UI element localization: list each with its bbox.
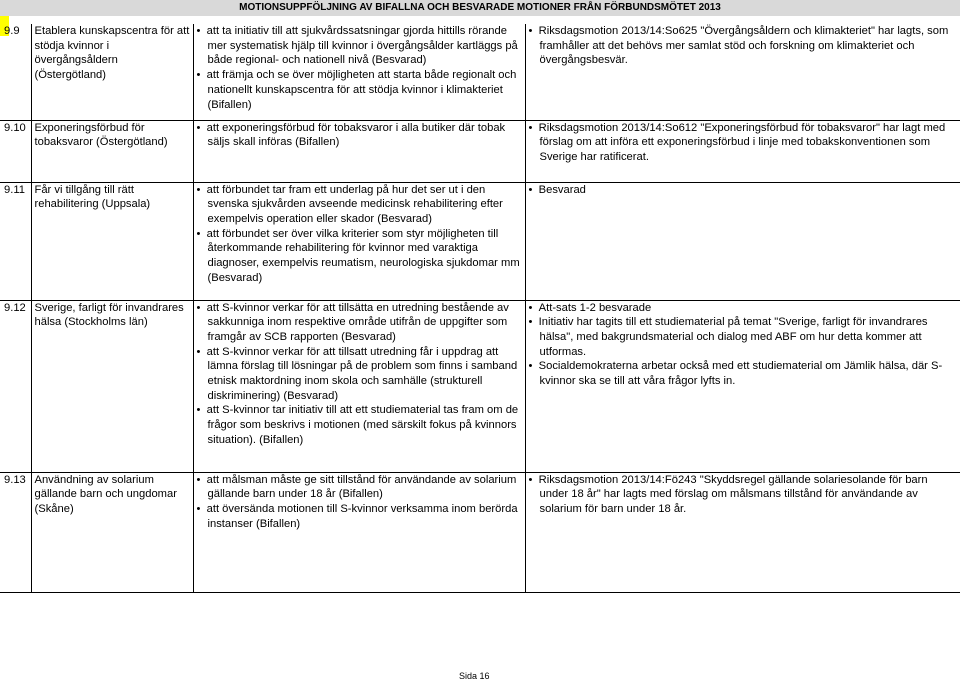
motion-topic: Sverige, farligt för invandrares hälsa (Stockholms län) [31,300,193,472]
page-number: Sida 16 [459,671,490,681]
motion-topic: Användning av solarium gällande barn och ungdomar (Skåne) [31,472,193,592]
motion-number: 9.11 [0,182,31,300]
motion-number: 9.12 [0,300,31,472]
decision-list [197,121,522,150]
followup-item: • Socialdemokraterna arbetar också med ett studiematerial om Jämlik hälsa, där S-kvinnor ska se till att våra frågor lyfts in. [529,359,957,388]
decision-cell [193,24,525,120]
motion-row [0,300,960,472]
decision-cell [193,472,525,592]
decision-item: • att översända motionen till S-kvinnor verksamma inom berörda instanser (Bifallen) [197,502,522,531]
followup-cell [525,182,960,300]
followup-cell [525,24,960,120]
motion-row [0,120,960,182]
motion-topic: Exponeringsförbud för tobaksvaror (Östergötland) [31,120,193,182]
motion-row [0,182,960,300]
motion-row [0,472,960,592]
motion-number: 9.13 [0,472,31,592]
decision-item: • att S-kvinnor verkar för att tillsätta en utredning bestående av sakkunniga inom respektive område utifrån de uppgifter som framgår av SCB rapporten (Besvarad) [197,301,522,345]
decision-item: • att främja och se över möjligheten att starta både regionalt och nationellt kunskapscentra för att stödja kvinnor i klimakteriet (Bifallen) [197,68,522,112]
decision-item: • att exponeringsförbud för tobaksvaror i alla butiker där tobak säljs skall införas (Bifallen) [197,121,522,150]
motion-topic: Etablera kunskapscentra för att stödja kvinnor i övergångsåldern (Östergötland) [31,24,193,120]
decision-item: • att målsman måste ge sitt tillstånd för användande av solarium gällande barn under 18 år (Bifallen) [197,473,522,502]
motion-topic: Får vi tillgång till rätt rehabilitering (Uppsala) [31,182,193,300]
followup-list [529,121,957,165]
motion-table [0,24,960,593]
motion-row [0,24,960,120]
decision-cell [193,120,525,182]
followup-cell [525,300,960,472]
followup-list [529,301,957,389]
decision-cell [193,300,525,472]
followup-list [529,183,957,198]
followup-item: • Besvarad [529,183,957,198]
followup-item: • Riksdagsmotion 2013/14:So625 "Övergångsåldern och klimakteriet" har lagts, som framhåller att det behövs mer samlat stöd och forskning om klimakteriet och övergångsbesvär. [529,24,957,68]
followup-item: • Initiativ har tagits till ett studiematerial på temat "Sverige, farligt för invandrares hälsa", med bakgrundsmaterial och dialog med ABF om hur detta kommer att utformas. [529,315,957,359]
decision-item: • att ta initiativ till att sjukvårdssatsningar gjorda hittills rörande mer systematisk hjälp till kvinnor i övergångsålder kartläggs på både regional- och nationell nivå (Besvarad) [197,24,522,68]
page-header: MOTIONSUPPFÖLJNING AV BIFALLNA OCH BESVARADE MOTIONER FRÅN FÖRBUNDSMÖTET 2013 [0,0,960,16]
decision-item: • att S-kvinnor tar initiativ till att ett studiematerial tas fram om de frågor som beskrivs i motionen (med särskilt fokus på kvinnors situation). (Bifallen) [197,403,522,447]
followup-item: • Riksdagsmotion 2013/14:So612 "Exponeringsförbud för tobaksvaror" har lagt med förslag om att införa ett exponeringsförbud i linje med tobakskonventionen som Sverige har ratificerat. [529,121,957,165]
decision-list [197,301,522,448]
motion-number: 9.9 [0,24,31,120]
decision-item: • att S-kvinnor verkar för att tillsatt utredning får i uppdrag att lämna förslag till lösningar på de problem som finns i samband etnisk maktordning inom skola och samhälle (strukturell diskriminering) (Besvarad) [197,345,522,404]
decision-list [197,24,522,112]
followup-cell [525,472,960,592]
followup-list [529,473,957,517]
followup-item: • Riksdagsmotion 2013/14:Fö243 "Skyddsregel gällande solariesolande för barn under 18 år" har lagts med förslag om målsmans tillstånd för användande av solarium för barn under 18 år. [529,473,957,517]
decision-list [197,473,522,532]
decision-list [197,183,522,286]
decision-item: • att förbundet tar fram ett underlag på hur det ser ut i den svenska sjukvården avseende medicinsk rehabilitering efter exempelvis operation eller skador (Besvarad) [197,183,522,227]
followup-cell [525,120,960,182]
decision-item: • att förbundet ser över vilka kriterier som styr möjligheten till återkommande rehabilitering för kvinnor med varaktiga diagnoser, exempelvis reumatism, neurologiska sjukdomar mm (Besvarad) [197,227,522,286]
decision-cell [193,182,525,300]
followup-item: • Att-sats 1-2 besvarade [529,301,957,316]
followup-list [529,24,957,68]
motion-number: 9.10 [0,120,31,182]
